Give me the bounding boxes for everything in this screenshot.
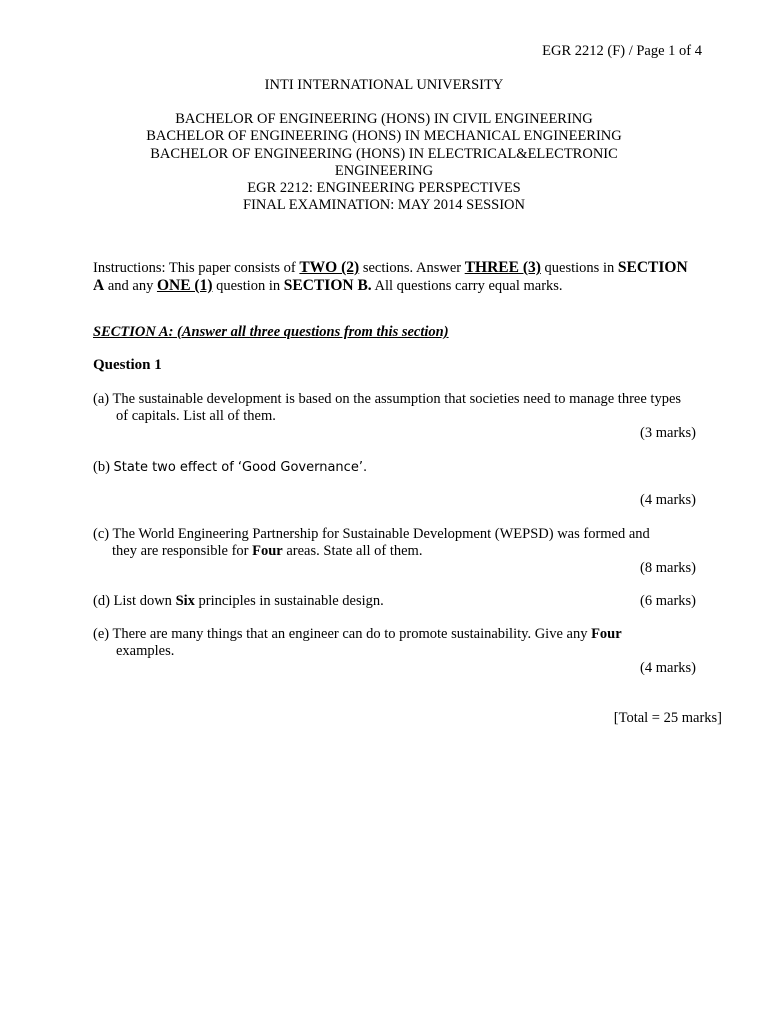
programme-mechanical: BACHELOR OF ENGINEERING (HONS) IN MECHANICAL ENGINEERING <box>146 128 622 145</box>
course-title: EGR 2212: ENGINEERING PERSPECTIVES <box>247 179 521 196</box>
question-1c: (c) The World Engineering Partnership for Sustainable Development (WEPSD) was formed and they are responsible for Four areas. State all of them. (8 marks) <box>93 526 722 577</box>
title-block <box>0 77 768 214</box>
answer-count: THREE (3) <box>464 259 541 276</box>
instructions: Instructions: This paper consists of TWO (2) sections. Answer THREE (3) questions in SECTION A and any ONE (1) question in SECTION B. All questions carry equal marks. <box>93 259 688 294</box>
exam-session: FINAL EXAMINATION: MAY 2014 SESSION <box>243 197 525 214</box>
marks-1a: (3 marks) <box>640 425 696 441</box>
question-1a: (a) The sustainable development is based on the assumption that societies need to manage three types of capitals. List all of them. (3 marks) <box>93 391 722 442</box>
marks-1c: (8 marks) <box>640 560 696 576</box>
marks-1b: (4 marks) <box>640 492 696 508</box>
page-reference: EGR 2212 (F) / Page 1 of 4 <box>542 43 702 59</box>
section-b-count: ONE (1) <box>156 277 213 294</box>
question-1-title: Question 1 <box>93 357 162 373</box>
marks-1e: (4 marks) <box>640 660 696 676</box>
question-1b: (b) State two effect of ‘Good Governance’. <box>93 459 368 475</box>
university-name: INTI INTERNATIONAL UNIVERSITY <box>264 77 504 93</box>
question-1-total: [Total = 25 marks] <box>613 710 722 726</box>
programme-electrical: BACHELOR OF ENGINEERING (HONS) IN ELECTRICAL&ELECTRONIC <box>150 145 618 162</box>
sections-count: TWO (2) <box>299 259 360 276</box>
question-1e: (e) There are many things that an engineer can do to promote sustainability. Give any Four examples. (4 marks) <box>93 626 722 677</box>
question-1d: (d) List down Six principles in sustainable design. (6 marks) <box>93 593 722 610</box>
section-a-heading: SECTION A: (Answer all three questions from this section) <box>93 324 449 340</box>
programme-civil: BACHELOR OF ENGINEERING (HONS) IN CIVIL ENGINEERING <box>175 111 593 128</box>
marks-1d: (6 marks) <box>640 593 696 609</box>
programme-electrical-cont: ENGINEERING <box>334 162 434 179</box>
